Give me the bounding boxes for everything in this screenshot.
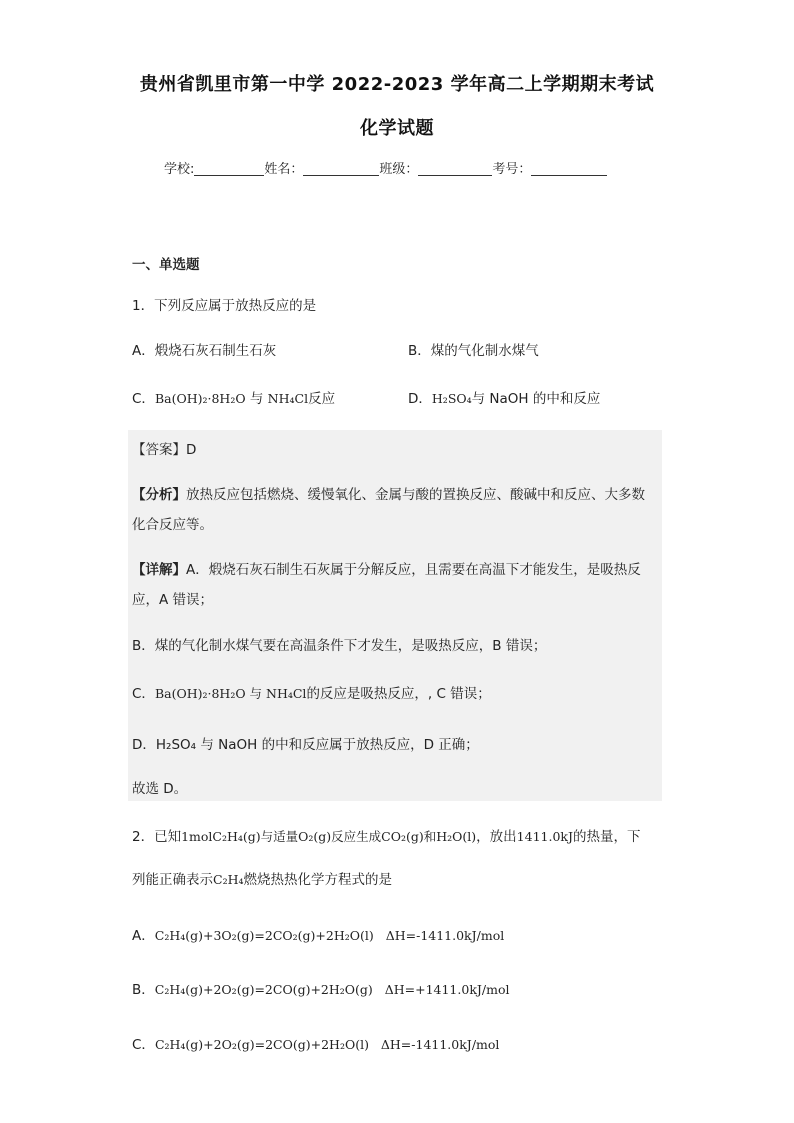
q2-option-a-letter: A． — [132, 928, 155, 944]
q2-stem-mid: ，放出 — [476, 829, 517, 845]
q1-analysis-cont: 化合反应等。 — [132, 517, 213, 533]
q2-option-b-equation: C₂H₄(g)+2O₂(g)=2CO(g)+2H₂O(g) ΔH=+1411.0kJ/mol — [154, 982, 510, 997]
q2-stem-cont — [132, 868, 392, 888]
q1-option-d — [408, 387, 600, 407]
analysis-tag: 【分析】 — [132, 487, 186, 503]
q1-detail-b: B．煤的气化制水煤气要在高温条件下才发生，是吸热反应，B 错误； — [132, 638, 547, 654]
school-label: 学校: — [164, 162, 195, 177]
q1-detail — [132, 558, 641, 578]
q2-stem2-formula: C₂H₄ — [213, 872, 244, 887]
name-field[interactable] — [303, 161, 379, 176]
detail-a-text: A．煅烧石灰石制生石灰属于分解反应，且需要在高温下才能发生，是吸热反 — [186, 562, 641, 578]
name-label: 姓名： — [264, 162, 304, 177]
q2-stem — [132, 825, 641, 845]
q2-option-a — [132, 924, 504, 944]
q1-option-c-formula: Ba(OH)₂·8H₂O — [154, 391, 246, 406]
q1-option-c-letter: C． — [132, 391, 155, 407]
q1-option-c — [132, 387, 335, 407]
q1-conclusion: 故选 D。 — [132, 781, 188, 797]
q1-option-a: A．煅烧石灰石制生石灰 — [132, 343, 277, 359]
q2-stem-formula: 1molC₂H₄(g)与适量O₂(g)反应生成CO₂(g)和H₂O(l) — [181, 829, 477, 844]
q2-stem-prefix: 2．已知 — [132, 829, 182, 845]
q1-option-b: B．煤的气化制水煤气 — [408, 343, 539, 359]
q1-option-d-suffix: 与 NaOH 的中和反应 — [471, 391, 601, 407]
student-info-line — [164, 158, 607, 177]
q1-answer: 【答案】D — [132, 442, 197, 458]
detail-c-suffix: 的反应是吸热反应，, C 错误； — [306, 686, 491, 702]
exam-subject-title: 化学试题 — [360, 118, 434, 139]
q2-option-c — [132, 1033, 499, 1053]
q2-option-b — [132, 978, 510, 998]
q2-stem2-prefix: 列能正确表示 — [132, 872, 213, 888]
q2-stem2-suffix: 燃烧热热化学方程式的是 — [243, 872, 392, 888]
number-label: 考号： — [492, 162, 532, 177]
section-title: 一、单选题 — [132, 257, 200, 273]
q2-stem-suffix: 的热量，下 — [573, 829, 641, 845]
analysis-text: 放热反应包括燃烧、缓慢氧化、金属与酸的置换反应、酸碱中和反应、大多数 — [186, 487, 645, 503]
class-field[interactable] — [418, 161, 492, 176]
q2-option-b-letter: B． — [132, 982, 155, 998]
number-field[interactable] — [531, 161, 607, 176]
q1-detail-d: D．H₂SO₄ 与 NaOH 的中和反应属于放热反应，D 正确； — [132, 737, 479, 753]
school-field[interactable] — [194, 161, 264, 176]
q2-stem-value: 1411.0kJ — [516, 829, 573, 844]
q1-detail-c — [132, 682, 491, 702]
q1-detail-a-cont: 应，A 错误； — [132, 592, 214, 608]
detail-tag: 【详解】 — [132, 562, 186, 578]
q1-option-c-suffix: 反应 — [308, 391, 336, 407]
q2-option-c-letter: C． — [132, 1037, 155, 1053]
q1-option-c-connector: 与 — [249, 391, 264, 407]
q1-option-d-formula: H₂SO₄ — [431, 391, 472, 406]
q1-stem: 1．下列反应属于放热反应的是 — [132, 298, 317, 314]
detail-c-letter: C． — [132, 686, 155, 702]
q2-option-a-equation: C₂H₄(g)+3O₂(g)=2CO₂(g)+2H₂O(l) ΔH=-1411.0kJ/mol — [154, 928, 505, 943]
q2-option-c-equation: C₂H₄(g)+2O₂(g)=2CO(g)+2H₂O(l) ΔH=-1411.0kJ/mol — [154, 1037, 500, 1052]
q1-analysis — [132, 483, 645, 503]
class-label: 班级： — [379, 162, 419, 177]
detail-c-formula: Ba(OH)₂·8H₂O 与 NH₄Cl — [154, 686, 307, 701]
q1-option-d-letter: D． — [408, 391, 432, 407]
exam-title: 贵州省凯里市第一中学 2022-2023 学年高二上学期期末考试 — [139, 74, 655, 95]
q1-option-c-formula2: NH₄Cl — [267, 391, 309, 406]
